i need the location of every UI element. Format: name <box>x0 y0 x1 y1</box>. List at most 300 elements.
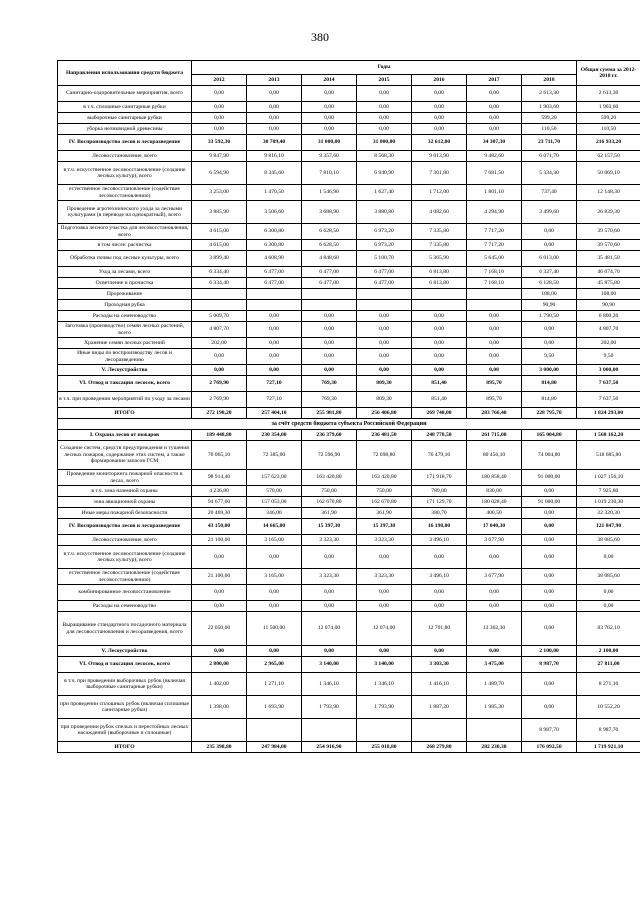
year-value-cell: 0,00 <box>247 601 302 612</box>
table-row <box>58 585 640 601</box>
year-value-cell: 3 885,90 <box>192 201 247 224</box>
year-value-cell: 0,00 <box>247 102 302 113</box>
total-cell: 7 637,50 <box>577 376 640 392</box>
year-value-cell: 6 477,00 <box>302 267 357 278</box>
total-cell: 6 800,20 <box>577 311 640 322</box>
year-value-cell: 1 489,70 <box>467 673 522 696</box>
year-value-cell: 6 813,80 <box>412 267 467 278</box>
table-row <box>58 742 640 753</box>
year-value-cell: 0,00 <box>192 365 247 376</box>
year-value-cell: 4 294,90 <box>467 201 522 224</box>
year-value-cell: 1 271,10 <box>247 673 302 696</box>
total-cell: 46 074,70 <box>577 267 640 278</box>
row-label: при проведении сплошных рубок (включая сплошные санитарные рубки) <box>58 696 192 719</box>
year-value-cell: 0,00 <box>522 486 577 497</box>
table-row <box>58 289 640 300</box>
row-label: Проходная рубка <box>58 300 192 311</box>
table-row <box>58 267 640 278</box>
year-value-cell: 0,00 <box>192 546 247 569</box>
year-value-cell: 3 323,30 <box>357 535 412 546</box>
table-row <box>58 392 640 408</box>
year-value-cell: 6 973,20 <box>357 224 412 240</box>
year-value-cell: 0,00 <box>522 224 577 240</box>
year-value-cell: 6 477,00 <box>302 278 357 289</box>
year-value-cell: 6 300,80 <box>247 224 302 240</box>
total-cell: 1 903,60 <box>577 102 640 113</box>
year-value-cell: 30 709,40 <box>247 135 302 151</box>
table-row <box>58 519 640 535</box>
table-row <box>58 497 640 508</box>
year-value-cell: 90,90 <box>522 300 577 311</box>
year-value-cell: 0,00 <box>302 322 357 338</box>
table-row <box>58 486 640 497</box>
year-value-cell: 0,00 <box>412 546 467 569</box>
year-value-cell <box>357 300 412 311</box>
year-value-cell: 1 712,00 <box>412 185 467 201</box>
year-value-cell: 750,00 <box>357 486 412 497</box>
year-value-cell: 6 334,40 <box>192 267 247 278</box>
year-value-cell: 1 793,90 <box>302 696 357 719</box>
year-value-cell: 3 496,10 <box>412 569 467 585</box>
row-label: Прореживание <box>58 289 192 300</box>
year-value-cell: 1 793,90 <box>357 696 412 719</box>
year-value-cell: 12 701,80 <box>412 612 467 646</box>
year-value-cell: 257 404,10 <box>247 408 302 419</box>
year-value-cell: 8 345,60 <box>247 162 302 185</box>
year-value-cell: 3 165,00 <box>247 535 302 546</box>
year-value-cell: 6 477,00 <box>247 278 302 289</box>
row-label: уборка неликвидной древесины <box>58 124 192 135</box>
year-value-cell: 7 717,20 <box>467 224 522 240</box>
table-row <box>58 135 640 151</box>
year-value-cell: 98 914,40 <box>192 470 247 486</box>
year-value-cell: 0,00 <box>192 349 247 365</box>
year-value-cell: 15 397,30 <box>302 519 357 535</box>
year-value-cell: 0,00 <box>467 349 522 365</box>
total-cell: 121 847,90 <box>577 519 640 535</box>
year-value-cell: 400,50 <box>467 508 522 519</box>
year-value-cell: 0,00 <box>302 585 357 601</box>
year-value-cell <box>247 289 302 300</box>
table-row <box>58 349 640 365</box>
year-value-cell: 0,00 <box>412 646 467 657</box>
table-row <box>58 546 640 569</box>
year-value-cell: 180 028,40 <box>467 497 522 508</box>
table-row <box>58 240 640 251</box>
row-label: Иные меры пожарной безопасности <box>58 508 192 519</box>
table-row <box>58 201 640 224</box>
year-value-cell: 7 335,80 <box>412 224 467 240</box>
header-years-label: Годы <box>192 61 577 75</box>
table-header <box>58 61 640 86</box>
year-value-cell: 0,00 <box>357 585 412 601</box>
year-value-cell: 163 420,80 <box>357 470 412 486</box>
page-number: 380 <box>311 30 329 44</box>
header-year: 2016 <box>412 75 467 86</box>
year-value-cell: 0,00 <box>247 338 302 349</box>
year-value-cell: 0,00 <box>247 86 302 102</box>
total-cell: 35 481,50 <box>577 251 640 267</box>
year-value-cell <box>412 719 467 742</box>
table-row <box>58 601 640 612</box>
year-value-cell: 3 688,90 <box>302 201 357 224</box>
year-value-cell: 157 053,00 <box>247 497 302 508</box>
year-value-cell <box>302 289 357 300</box>
table-row <box>58 224 640 240</box>
year-value-cell: 0,00 <box>522 519 577 535</box>
year-value-cell: 4 615,00 <box>192 224 247 240</box>
year-value-cell: 7 168,10 <box>467 267 522 278</box>
row-label: Уход за лесами, всего <box>58 267 192 278</box>
total-cell: 1 824 293,00 <box>577 408 640 419</box>
header-year: 2012 <box>192 75 247 86</box>
year-value-cell: 0,00 <box>247 124 302 135</box>
total-cell: 8 987,70 <box>577 719 640 742</box>
year-value-cell <box>412 289 467 300</box>
table-row <box>58 535 640 546</box>
total-cell: 518 685,80 <box>577 441 640 470</box>
year-value-cell <box>467 289 522 300</box>
year-value-cell: 202,00 <box>192 338 247 349</box>
year-value-cell: 0,00 <box>357 646 412 657</box>
total-cell: 2 100,00 <box>577 646 640 657</box>
total-cell: 0,00 <box>577 601 640 612</box>
table-row <box>58 508 640 519</box>
year-value-cell: 8 987,70 <box>522 657 577 673</box>
row-label: V. Лесоустройство <box>58 646 192 657</box>
year-value-cell: 15 397,30 <box>357 519 412 535</box>
year-value-cell: 0,00 <box>247 322 302 338</box>
year-value-cell: 5 334,30 <box>522 162 577 185</box>
year-value-cell: 176 092,50 <box>522 742 577 753</box>
year-value-cell: 1 470,50 <box>247 185 302 201</box>
year-value-cell: 769,30 <box>302 376 357 392</box>
total-cell: 26 839,30 <box>577 201 640 224</box>
year-value-cell: 361,90 <box>302 508 357 519</box>
row-label: Проведение агротехнического ухода за лесными культурами (в переводе на однократный), всего <box>58 201 192 224</box>
table-row <box>58 300 640 311</box>
year-value-cell: 380,70 <box>412 508 467 519</box>
year-value-cell: 814,80 <box>522 376 577 392</box>
year-value-cell: 0,00 <box>247 113 302 124</box>
year-value-cell: 0,00 <box>412 365 467 376</box>
total-cell: 38 085,60 <box>577 569 640 585</box>
year-value-cell: 0,00 <box>192 113 247 124</box>
row-label: естественное лесовосстановление (содействие лесовосстановлению) <box>58 185 192 201</box>
year-value-cell: 22 050,00 <box>192 612 247 646</box>
year-value-cell: 236 481,50 <box>357 430 412 441</box>
year-value-cell: 0,00 <box>522 696 577 719</box>
year-value-cell: 3 506,60 <box>247 201 302 224</box>
total-cell: 3 000,00 <box>577 365 640 376</box>
year-value-cell: 3 499,60 <box>522 201 577 224</box>
year-value-cell: 0,00 <box>357 102 412 113</box>
year-value-cell: 20 469,30 <box>192 508 247 519</box>
year-value-cell: 4 236,80 <box>192 486 247 497</box>
year-value-cell: 34 307,30 <box>467 135 522 151</box>
total-cell: 8 271,10 <box>577 673 640 696</box>
year-value-cell <box>247 719 302 742</box>
row-label: Заготовка (производство) семян лесных растений, всего <box>58 322 192 338</box>
row-label: комбинированное лесовосстановление <box>58 585 192 601</box>
year-value-cell <box>247 300 302 311</box>
year-value-cell: 91 000,00 <box>522 470 577 486</box>
year-value-cell: 3 496,10 <box>412 535 467 546</box>
year-value-cell: 0,00 <box>302 338 357 349</box>
year-value-cell: 9 816,10 <box>247 151 302 162</box>
total-cell: 108,00 <box>577 289 640 300</box>
row-label: Лесовосстановление, всего <box>58 535 192 546</box>
year-value-cell: 0,00 <box>412 322 467 338</box>
year-value-cell: 9 482,60 <box>467 151 522 162</box>
year-value-cell: 0,00 <box>522 322 577 338</box>
year-value-cell: 0,00 <box>522 535 577 546</box>
year-value-cell: 1 546,90 <box>302 185 357 201</box>
year-value-cell: 0,00 <box>522 508 577 519</box>
year-value-cell: 6 128,50 <box>522 278 577 289</box>
year-value-cell: 2 613,30 <box>522 86 577 102</box>
year-value-cell: 6 327,40 <box>522 267 577 278</box>
year-value-cell: 165 004,80 <box>522 430 577 441</box>
year-value-cell: 235 398,80 <box>192 742 247 753</box>
year-value-cell: 70 065,10 <box>192 441 247 470</box>
section-heading-row <box>58 419 640 430</box>
header-year: 2015 <box>357 75 412 86</box>
year-value-cell: 12 074,00 <box>302 612 357 646</box>
year-value-cell: 6 973,20 <box>357 240 412 251</box>
year-value-cell: 809,30 <box>357 392 412 408</box>
year-value-cell: 0,00 <box>247 365 302 376</box>
year-value-cell <box>357 289 412 300</box>
year-value-cell: 7 681,50 <box>467 162 522 185</box>
year-value-cell: 0,00 <box>192 585 247 601</box>
year-value-cell: 1 790,50 <box>522 311 577 322</box>
total-cell: 12 148,30 <box>577 185 640 201</box>
table-row <box>58 102 640 113</box>
year-value-cell: 230 354,00 <box>247 430 302 441</box>
year-value-cell: 110,50 <box>522 124 577 135</box>
year-value-cell: 8 987,70 <box>522 719 577 742</box>
year-value-cell: 6 628,50 <box>302 224 357 240</box>
row-label: Осветление и прочистка <box>58 278 192 289</box>
year-value-cell: 162 670,80 <box>357 497 412 508</box>
year-value-cell: 851,40 <box>412 392 467 408</box>
year-value-cell: 254 916,90 <box>302 742 357 753</box>
year-value-cell: 23 711,70 <box>522 135 577 151</box>
table-row <box>58 376 640 392</box>
table-row <box>58 719 640 742</box>
year-value-cell: 1 801,10 <box>467 185 522 201</box>
table-row <box>58 657 640 673</box>
year-value-cell: 9 013,90 <box>412 151 467 162</box>
total-cell: 10 552,20 <box>577 696 640 719</box>
year-value-cell: 255 981,80 <box>302 408 357 419</box>
year-value-cell: 0,00 <box>302 646 357 657</box>
year-value-cell <box>192 719 247 742</box>
year-value-cell: 4 608,90 <box>247 251 302 267</box>
year-value-cell: 0,00 <box>357 546 412 569</box>
total-cell: 1 027 156,10 <box>577 470 640 486</box>
year-value-cell: 4 082,60 <box>412 201 467 224</box>
year-value-cell: 346,00 <box>247 508 302 519</box>
table-row <box>58 569 640 585</box>
year-value-cell: 2 100,00 <box>522 646 577 657</box>
year-value-cell: 0,00 <box>302 311 357 322</box>
year-value-cell: 5 009,70 <box>192 311 247 322</box>
year-value-cell: 5 100,70 <box>357 251 412 267</box>
total-cell: 4 807,70 <box>577 322 640 338</box>
year-value-cell: 261 715,00 <box>467 430 522 441</box>
total-cell: 1 019 230,30 <box>577 497 640 508</box>
year-value-cell: 228 795,70 <box>522 408 577 419</box>
row-label: Расходы на семеноводство <box>58 311 192 322</box>
year-value-cell: 0,00 <box>522 569 577 585</box>
row-label: V. Лесоустройство <box>58 365 192 376</box>
row-label: Выращивание стандартного посадочного материала для лесовосстановления и лесоразведения, всего <box>58 612 192 646</box>
year-value-cell: 17 040,30 <box>467 519 522 535</box>
year-value-cell: 43 150,00 <box>192 519 247 535</box>
year-value-cell: 5 365,90 <box>412 251 467 267</box>
year-value-cell: 3 140,00 <box>357 657 412 673</box>
table-row <box>58 124 640 135</box>
year-value-cell: 0,00 <box>192 86 247 102</box>
total-cell: 90,90 <box>577 300 640 311</box>
total-cell: 216 933,20 <box>577 135 640 151</box>
year-value-cell: 361,90 <box>357 508 412 519</box>
year-value-cell: 0,00 <box>467 311 522 322</box>
row-label: IV. Воспроизводство лесов и лесоразведение <box>58 135 192 151</box>
row-label: в т.ч. сплошные санитарные рубки <box>58 102 192 113</box>
row-label: в т.ч. зона наземной охраны <box>58 486 192 497</box>
year-value-cell: 727,10 <box>247 376 302 392</box>
year-value-cell: 0,00 <box>467 585 522 601</box>
table-row <box>58 86 640 102</box>
total-cell: 1 568 162,20 <box>577 430 640 441</box>
year-value-cell: 6 477,00 <box>357 278 412 289</box>
year-value-cell: 21 100,00 <box>192 569 247 585</box>
year-value-cell: 0,00 <box>522 601 577 612</box>
year-value-cell: 0,00 <box>522 673 577 696</box>
year-value-cell: 1 398,00 <box>192 696 247 719</box>
year-value-cell <box>412 300 467 311</box>
total-cell: 2 613,30 <box>577 86 640 102</box>
year-value-cell: 7 810,10 <box>302 162 357 185</box>
total-cell: 599,20 <box>577 113 640 124</box>
year-value-cell: 570,00 <box>247 486 302 497</box>
year-value-cell: 33 592,30 <box>192 135 247 151</box>
row-label: в т.ч. искусственное лесовосстановление (создание лесных культур), всего <box>58 162 192 185</box>
year-value-cell: 255 018,80 <box>357 742 412 753</box>
year-value-cell: 0,00 <box>192 646 247 657</box>
total-cell: 83 762,10 <box>577 612 640 646</box>
year-value-cell: 3 323,30 <box>357 569 412 585</box>
year-value-cell: 0,00 <box>357 349 412 365</box>
year-value-cell: 0,00 <box>357 124 412 135</box>
total-cell: 0,00 <box>577 546 640 569</box>
year-value-cell: 283 766,40 <box>467 408 522 419</box>
year-value-cell: 16 198,00 <box>412 519 467 535</box>
year-value-cell: 0,00 <box>302 546 357 569</box>
year-value-cell: 0,00 <box>412 113 467 124</box>
table-row <box>58 251 640 267</box>
year-value-cell: 91 000,00 <box>522 497 577 508</box>
year-value-cell: 3 677,90 <box>467 535 522 546</box>
year-value-cell: 12 074,00 <box>357 612 412 646</box>
row-label: Создание систем, средств предупреждения и тушения лесных пожаров, содержание этих систем, а также формирование запасов ГСМ <box>58 441 192 470</box>
year-value-cell: 162 670,80 <box>302 497 357 508</box>
year-value-cell: 0,00 <box>467 365 522 376</box>
year-value-cell: 94 677,60 <box>192 497 247 508</box>
year-value-cell: 3 475,00 <box>467 657 522 673</box>
year-value-cell: 3 303,30 <box>412 657 467 673</box>
year-value-cell: 2 769,90 <box>192 376 247 392</box>
row-label: в т.ч. при проведении выборочных рубок (включая выборочные санитарные рубки) <box>58 673 192 696</box>
table-row <box>58 278 640 289</box>
year-value-cell: 0,00 <box>302 86 357 102</box>
year-value-cell: 171 129,70 <box>412 497 467 508</box>
year-value-cell: 74 004,80 <box>522 441 577 470</box>
year-value-cell: 0,00 <box>412 349 467 365</box>
row-label: Лесовосстановление, всего <box>58 151 192 162</box>
total-cell: 0,00 <box>577 585 640 601</box>
year-value-cell: 1 346,10 <box>357 673 412 696</box>
row-label: Иные виды по воспроизводству лесов и лесоразведению <box>58 349 192 365</box>
year-value-cell: 0,00 <box>522 585 577 601</box>
row-label: зона авиационной охраны <box>58 497 192 508</box>
table-row <box>58 322 640 338</box>
year-value-cell <box>192 300 247 311</box>
year-value-cell: 8 568,30 <box>357 151 412 162</box>
year-value-cell: 1 346,10 <box>302 673 357 696</box>
year-value-cell: 0,00 <box>522 612 577 646</box>
year-value-cell: 268 279,80 <box>412 742 467 753</box>
year-value-cell: 163 420,80 <box>302 470 357 486</box>
total-cell: 7 637,50 <box>577 392 640 408</box>
table-row <box>58 612 640 646</box>
year-value-cell: 0,00 <box>357 311 412 322</box>
header-year: 2013 <box>247 75 302 86</box>
row-label: в том числе: расчистка <box>58 240 192 251</box>
year-value-cell: 72 698,80 <box>357 441 412 470</box>
year-value-cell: 7 301,80 <box>412 162 467 185</box>
header-year: 2014 <box>302 75 357 86</box>
table-row <box>58 338 640 349</box>
year-value-cell: 0,00 <box>357 322 412 338</box>
row-label: Проведение мониторинга пожарной опасности в лесах, всего <box>58 470 192 486</box>
year-value-cell: 6 300,80 <box>247 240 302 251</box>
row-label: I. Охрана лесов от пожаров <box>58 430 192 441</box>
table-row <box>58 151 640 162</box>
total-cell: 50 069,10 <box>577 162 640 185</box>
year-value-cell: 31 000,00 <box>302 135 357 151</box>
year-value-cell: 3 899,40 <box>192 251 247 267</box>
total-cell: 45 875,80 <box>577 278 640 289</box>
year-value-cell: 0,00 <box>412 601 467 612</box>
year-value-cell: 72 596,90 <box>302 441 357 470</box>
year-value-cell: 1 903,60 <box>522 102 577 113</box>
year-value-cell: 3 140,00 <box>302 657 357 673</box>
section-heading: за счёт средств бюджета субъекта Российской Федерации <box>58 419 640 430</box>
year-value-cell: 830,00 <box>467 486 522 497</box>
year-value-cell: 750,00 <box>302 486 357 497</box>
year-value-cell: 272 198,20 <box>192 408 247 419</box>
year-value-cell: 0,00 <box>247 546 302 569</box>
year-value-cell: 0,00 <box>467 124 522 135</box>
year-value-cell: 9 357,60 <box>302 151 357 162</box>
row-label: в т.ч. искусственное лесовосстановление (создание лесных культур), всего <box>58 546 192 569</box>
budget-table <box>57 60 640 753</box>
year-value-cell: 0,00 <box>302 601 357 612</box>
